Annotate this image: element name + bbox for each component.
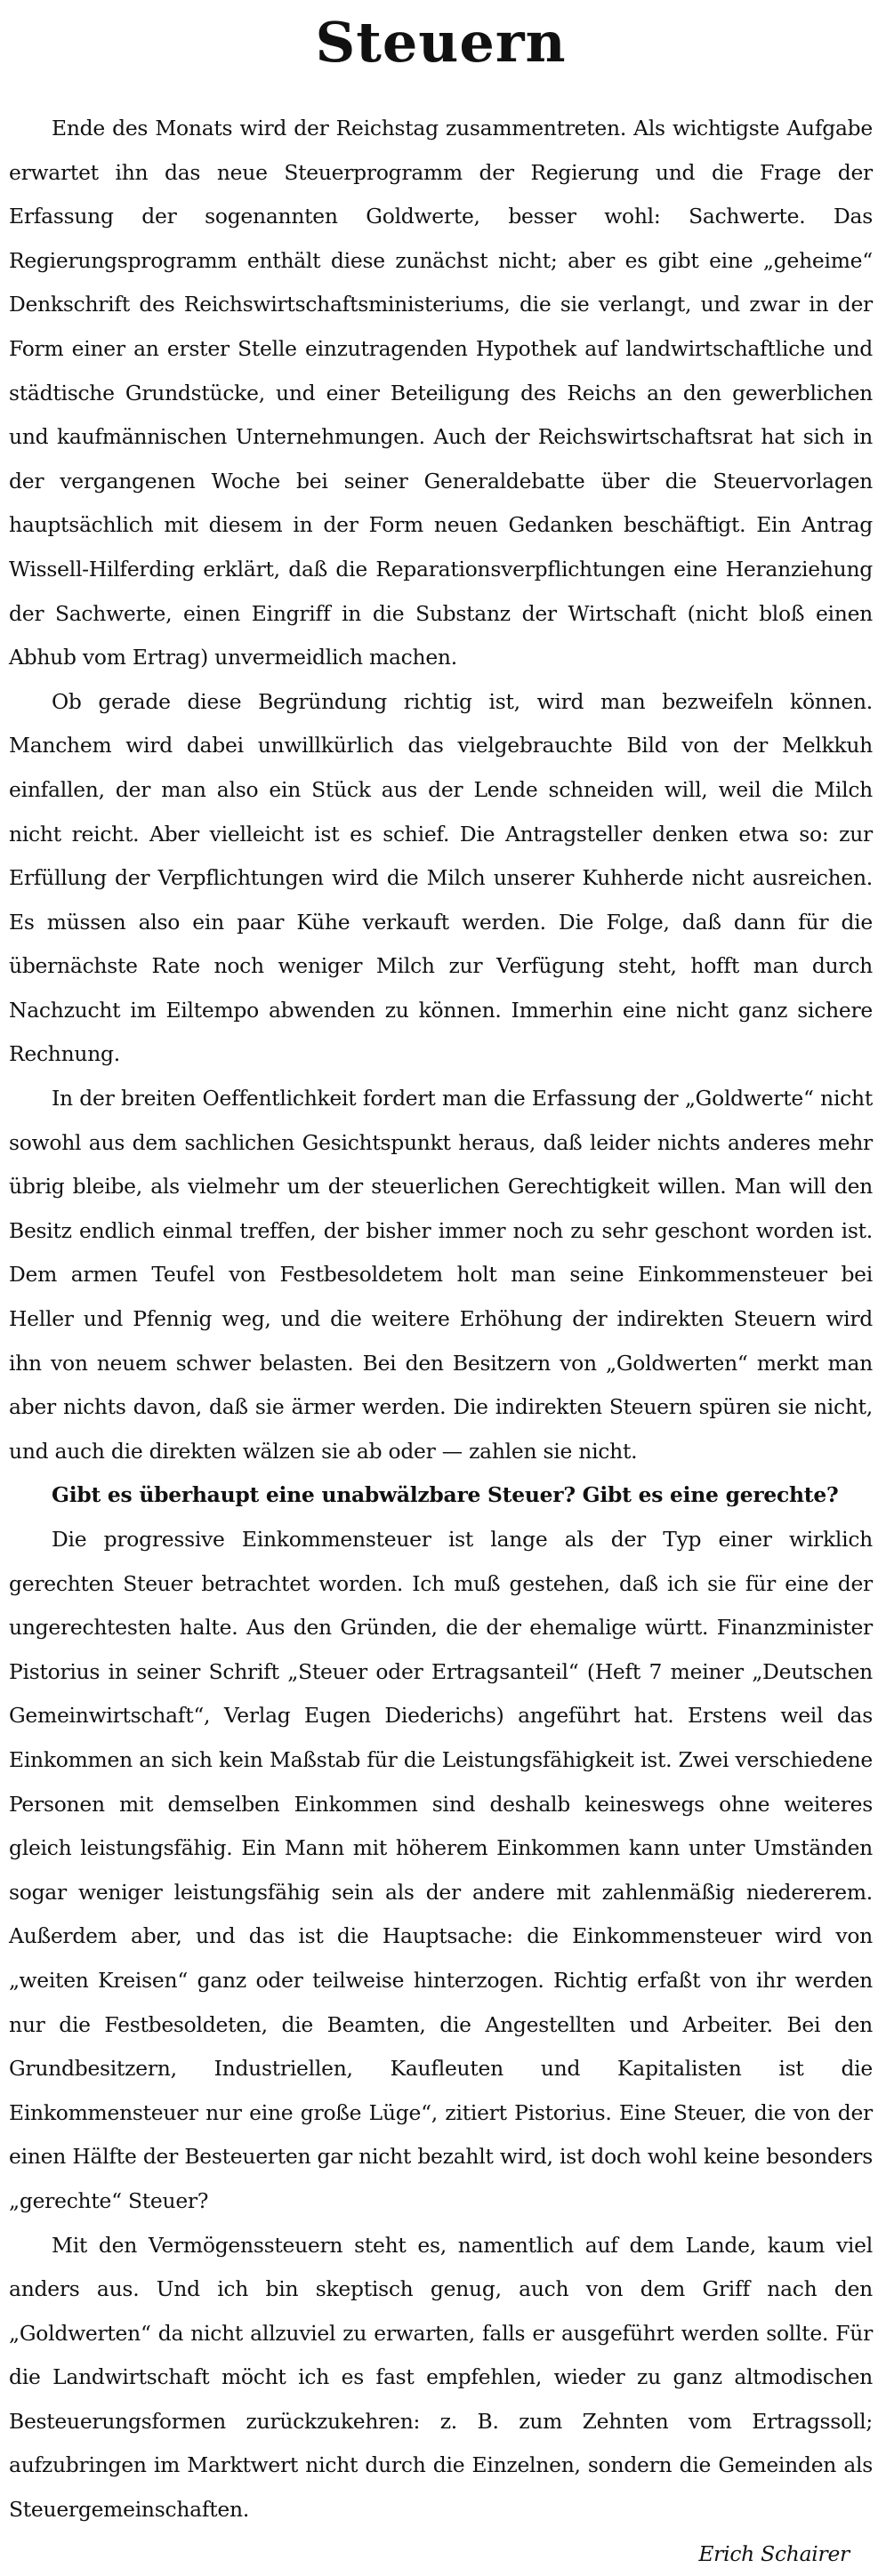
article-title: Steuern <box>315 10 567 75</box>
paragraph-gerechtigkeit: In der breiten Oeffentlichkeit fordert man die Erfassung der „Goldwerte“ nicht sowohl aus dem sachlichen Gesichtspunkt heraus, daß leider nichts anderes mehr übrig bleibe, als vielmehr um der steuerlichen Gerechtigkeit willen. Man will den Besitz endlich einmal treffen, der bisher immer noch zu sehr geschont worden ist. Dem armen Teufel von Festbesoldetem holt man seine Einkommensteuer bei Heller und Pfennig weg, und die weitere Erhöhung der indirekten Steuern wird ihn von neuem schwer belasten. Bei den Besitzern von „Goldwerten“ merkt man aber nichts davon, daß sie ärmer werden. Die indirekten Steuern spüren sie nicht, und auch die direkten wälzen sie ab oder — zahlen sie nicht. <box>9 1086 873 1464</box>
paragraph-melkkuh: Ob gerade diese Begründung richtig ist, wird man bezweifeln können. Manchem wird dabei unwillkürlich das vielgebrauchte Bild von der Melkkuh einfallen, der man also ein Stück aus der Lende schneiden will, weil die Milch nicht reicht. Aber vielleicht ist es schief. Die Antragsteller denken etwa so: zur Erfüllung der Verpflichtungen wird die Milch unserer Kuhherde nicht ausreichen. Es müssen also ein paar Kühe verkauft werden. Die Folge, daß dann für die übernächste Rate noch weniger Milch zur Verfügung steht, hofft man durch Nachzucht im Eiltempo abwenden zu können. Immerhin eine nicht ganz sichere Rechnung. <box>9 688 873 1067</box>
paragraph-reichstag: Ende des Monats wird der Reichstag zusammentreten. Als wichtigste Aufgabe erwartet ihn das neue Steuerprogramm der Regierung und die Frage der Erfassung der sogenannten Goldwerte, besser wohl: Sachwerte. Das Regierungsprogramm enthält diese zunächst nicht; aber es gibt eine „geheime“ Denkschrift des Reichswirtschaftsministeriums, die sie verlangt, und zwar in der Form einer an erster Stelle einzutragenden Hypothek auf landwirtschaftliche und städtische Grundstücke, und einer Beteiligung des Reichs an den gewerblichen und kaufmännischen Unternehmungen. Auch der Reichswirtschaftsrat hat sich in der vergangenen Woche bei seiner Generaldebatte über die Steuervorlagen hauptsächlich mit diesem in der Form neuen Gedanken beschäftigt. Ein Antrag Wissell-Hilferding erklärt, daß die Reparationsverpflichtungen eine Heranziehung der Sachwerte, einen Eingriff in die Substanz der Wirtschaft (nicht bloß einen Abhub vom Ertrag) unvermeidlich machen. <box>9 116 873 670</box>
author-signature: Erich Schairer <box>698 2540 850 2566</box>
paragraph-einkommensteuer: Die progressive Einkommensteuer ist lange als der Typ einer wirklich gerechten Steuer betrachtet worden. Ich muß gestehen, daß ich sie für eine der ungerechtesten halte. Aus den Gründen, die der ehemalige württ. Finanzminister Pistorius in seiner Schrift „Steuer oder Ertragsanteil“ (Heft 7 meiner „Deutschen Gemeinwirtschaft“, Verlag Eugen Diederichs) angeführt hat. Erstens weil das Einkommen an sich kein Maßstab für die Leistungsfähigkeit ist. Zwei verschiedene Personen mit demselben Einkommen sind deshalb keineswegs ohne weiteres gleich leistungsfähig. Ein Mann mit höherem Einkommen kann unter Umständen sogar weniger leistungsfähig sein als der andere mit zahlenmäßig niedererem. Außerdem aber, und das ist die Hauptsache: die Einkommensteuer wird von „weiten Kreisen“ ganz oder teilweise hinterzogen. Richtig erfaßt von ihr werden nur die Festbesoldeten, die Beamten, die Angestellten und Arbeiter. Bei den Grundbesitzern, Industriellen, Kaufleuten und Kapitalisten ist die Einkommensteuer nur eine große Lüge“, zitiert Pistorius. Eine Steuer, die von der einen Hälfte der Besteuerten gar nicht bezahlt wird, ist doch wohl keine besonders „gerechte“ Steuer? <box>9 1527 873 2213</box>
paragraph-question: Gibt es überhaupt eine unabwälzbare Steuer? Gibt es eine gerechte? <box>52 1482 839 1508</box>
article-body <box>9 107 873 2576</box>
paragraph-vermoegenssteuern: Mit den Vermögenssteuern steht es, namentlich auf dem Lande, kaum viel anders aus. Und ich bin skeptisch genug, auch von dem Griff nach den „Goldwerten“ da nicht allzuviel zu erwarten, falls er ausgeführt werden sollte. Für die Landwirtschaft möcht ich es fast empfehlen, wieder zu ganz altmodischen Besteuerungsformen zurückzukehren: z. B. zum Zehnten vom Ertragssoll; aufzubringen im Marktwert nicht durch die Einzelnen, sondern die Gemeinden als Steuergemeinschaften. <box>9 2232 873 2523</box>
